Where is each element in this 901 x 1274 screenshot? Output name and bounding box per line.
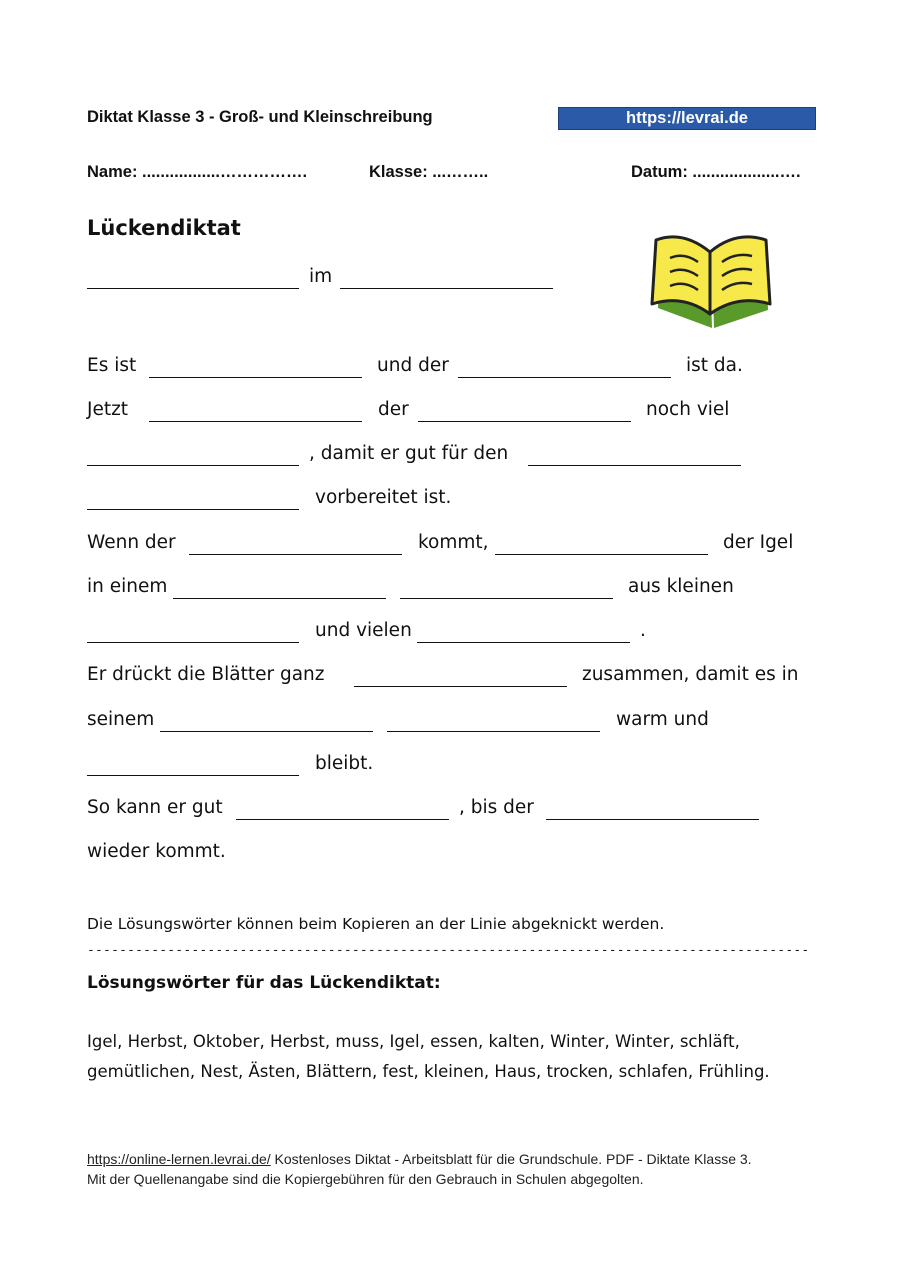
- text-segment: bleibt.: [315, 753, 374, 774]
- footer-link[interactable]: https://online-lernen.levrai.de/: [87, 1151, 271, 1167]
- blank-line[interactable]: [160, 731, 373, 732]
- text-segment: im: [309, 266, 333, 287]
- blank-line[interactable]: [528, 465, 741, 466]
- blank-line[interactable]: [149, 377, 362, 378]
- text-segment: Wenn der: [87, 532, 176, 553]
- text-segment: seinem: [87, 709, 155, 730]
- text-segment: Jetzt: [87, 399, 129, 420]
- blank-line[interactable]: [546, 819, 759, 820]
- blank-line[interactable]: [458, 377, 671, 378]
- text-row: [87, 487, 807, 517]
- text-segment: wieder kommt.: [87, 841, 226, 862]
- text-row: [87, 797, 807, 827]
- text-row: [87, 753, 807, 783]
- text-row: [87, 532, 807, 562]
- solutions-heading-colon: :: [433, 973, 441, 993]
- title-blank-row: [87, 266, 787, 296]
- text-row: [87, 355, 807, 385]
- blank-line[interactable]: [87, 465, 299, 466]
- footer-line-2: Mit der Quellenangabe sind die Kopiergebühren für den Gebrauch in Schulen abgegolten.: [87, 1171, 644, 1187]
- solutions-heading-text: Lösungswörter für das Lückendiktat: [87, 973, 434, 993]
- text-row: [87, 443, 807, 473]
- text-segment: So kann er gut: [87, 797, 223, 818]
- text-segment: vorbereitet ist.: [315, 487, 452, 508]
- blank-line[interactable]: [87, 509, 299, 510]
- site-url-banner[interactable]: https://levrai.de: [558, 107, 816, 130]
- text-segment: Es ist: [87, 355, 137, 376]
- blank-line[interactable]: [149, 421, 362, 422]
- date-field-label: Datum: ...................….: [631, 163, 801, 181]
- text-segment: in einem: [87, 576, 168, 597]
- footer-line-1-text: Kostenloses Diktat - Arbeitsblatt für die Grundschule. PDF - Diktate Klasse 3.: [270, 1151, 752, 1167]
- text-segment: Er drückt die Blätter ganz: [87, 664, 325, 685]
- name-field-label: Name: .................…………….: [87, 163, 308, 181]
- blank-line[interactable]: [173, 598, 386, 599]
- text-row: [87, 620, 807, 650]
- blank-line[interactable]: [87, 642, 299, 643]
- text-row: [87, 709, 807, 739]
- text-segment: warm und: [616, 709, 709, 730]
- text-segment: kommt,: [418, 532, 489, 553]
- text-segment: noch viel: [646, 399, 730, 420]
- blank-line[interactable]: [418, 421, 631, 422]
- text-segment: , damit er gut für den: [309, 443, 509, 464]
- text-segment: der Igel: [723, 532, 794, 553]
- text-row: [87, 399, 807, 429]
- blank-line[interactable]: [340, 288, 553, 289]
- blank-line[interactable]: [354, 686, 567, 687]
- text-row: [87, 576, 807, 606]
- text-segment: und vielen: [315, 620, 412, 641]
- text-segment: und der: [377, 355, 449, 376]
- fold-note: Die Lösungswörter können beim Kopieren an der Linie abgeknickt werden.: [87, 915, 665, 933]
- footer-line-1: [87, 1151, 752, 1167]
- blank-line[interactable]: [400, 598, 613, 599]
- fold-line-divider: ------------------------------------------------------------------------------------------: [87, 943, 810, 958]
- worksheet-title: Lückendiktat: [87, 216, 241, 240]
- text-segment: aus kleinen: [628, 576, 734, 597]
- blank-line[interactable]: [87, 288, 299, 289]
- text-row: [87, 664, 807, 694]
- text-segment: , bis der: [459, 797, 534, 818]
- blank-line[interactable]: [87, 775, 299, 776]
- class-field-label: Klasse: ...……..: [369, 163, 489, 181]
- text-row: [87, 841, 807, 871]
- blank-line[interactable]: [236, 819, 449, 820]
- solutions-line-2: gemütlichen, Nest, Ästen, Blättern, fest, kleinen, Haus, trocken, schlafen, Frühling.: [87, 1062, 770, 1081]
- text-segment: ist da.: [686, 355, 743, 376]
- text-segment: .: [640, 620, 646, 641]
- blank-line[interactable]: [495, 554, 708, 555]
- solutions-line-1: Igel, Herbst, Oktober, Herbst, muss, Igel, essen, kalten, Winter, Winter, schläft,: [87, 1032, 740, 1051]
- blank-line[interactable]: [387, 731, 600, 732]
- blank-line[interactable]: [189, 554, 402, 555]
- solutions-heading: [87, 973, 441, 993]
- blank-line[interactable]: [417, 642, 630, 643]
- text-segment: zusammen, damit es in: [582, 664, 799, 685]
- text-segment: der: [378, 399, 409, 420]
- worksheet-header-title: Diktat Klasse 3 - Groß- und Kleinschreibung: [87, 108, 433, 126]
